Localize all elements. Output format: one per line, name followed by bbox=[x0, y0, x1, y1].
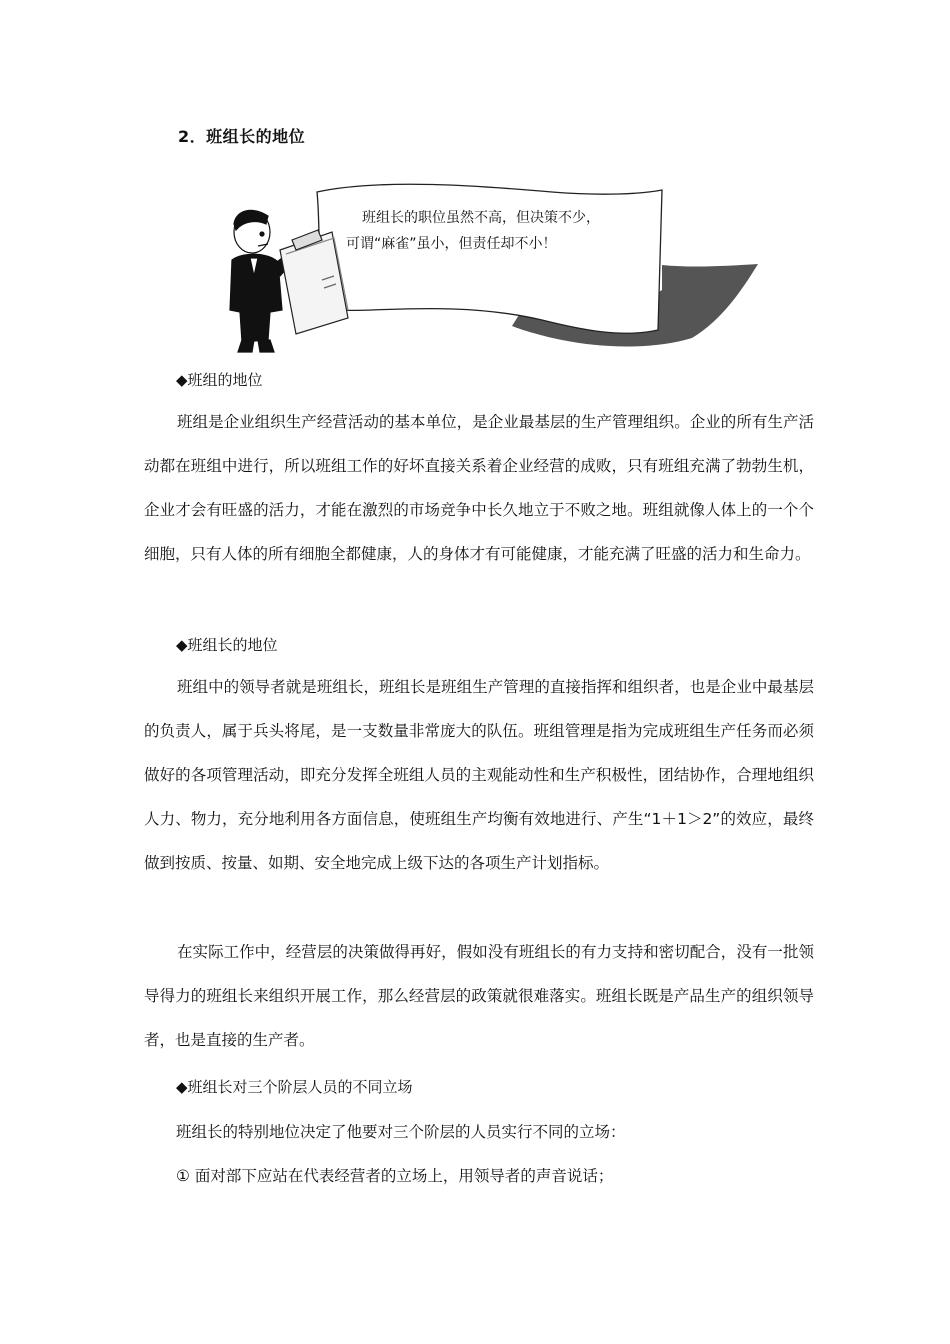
subheading-leader-status: ◆班组长的地位 bbox=[176, 636, 278, 654]
section-heading: 2．班组长的地位 bbox=[178, 127, 306, 146]
subheading-team-status: ◆班组的地位 bbox=[176, 371, 263, 389]
paragraph-leader-status-2: 在实际工作中，经营层的决策做得再好，假如没有班组长的有力支持和密切配合，没有一批领导得力的班组长来组织开展工作，那么经营层的政策就很难落实。班组长既是产品生产的组织领导者，也是直接的生产者。 bbox=[144, 943, 814, 1049]
bubble-text-line-1: 班组长的职位虽然不高，但决策不少， bbox=[362, 210, 600, 226]
paragraph-team-status: 班组是企业组织生产经营活动的基本单位，是企业最基层的生产管理组织。企业的所有生产活动都在班组中进行，所以班组工作的好坏直接关系着企业经营的成败，只有班组充满了勃勃生机，企业才会有旺盛的活力，才能在激烈的市场竞争中长久地立于不败之地。班组就像人体上的一个个细胞，只有人体的所有细胞全都健康，人的身体才有可能健康，才能充满了旺盛的活力和生命力。 bbox=[144, 413, 814, 563]
bubble-text-line-2: 可谓“麻雀”虽小，但责任却不小！ bbox=[346, 236, 557, 252]
subheading-three-levels: ◆班组长对三个阶层人员的不同立场 bbox=[176, 1078, 413, 1096]
text-line-intro: 班组长的特别地位决定了他要对三个阶层的人员实行不同的立场： bbox=[176, 1123, 626, 1141]
paragraph-leader-status-1: 班组中的领导者就是班组长，班组长是班组生产管理的直接指挥和组织者，也是企业中最基层的负责人，属于兵头将尾，是一支数量非常庞大的队伍。班组管理是指为完成班组生产任务而必须做好的各项管理活动，即充分发挥全班组人员的主观能动性和生产积极性，团结协作，合理地组织人力、物力，充分地利用各方面信息，使班组生产均衡有效地进行、产生“1＋1＞2”的效应，最终做到按质、按量、如期、安全地完成上级下达的各项生产计划指标。 bbox=[144, 678, 814, 872]
list-item-1: ① 面对部下应站在代表经营者的立场上，用领导者的声音说话； bbox=[176, 1167, 614, 1185]
